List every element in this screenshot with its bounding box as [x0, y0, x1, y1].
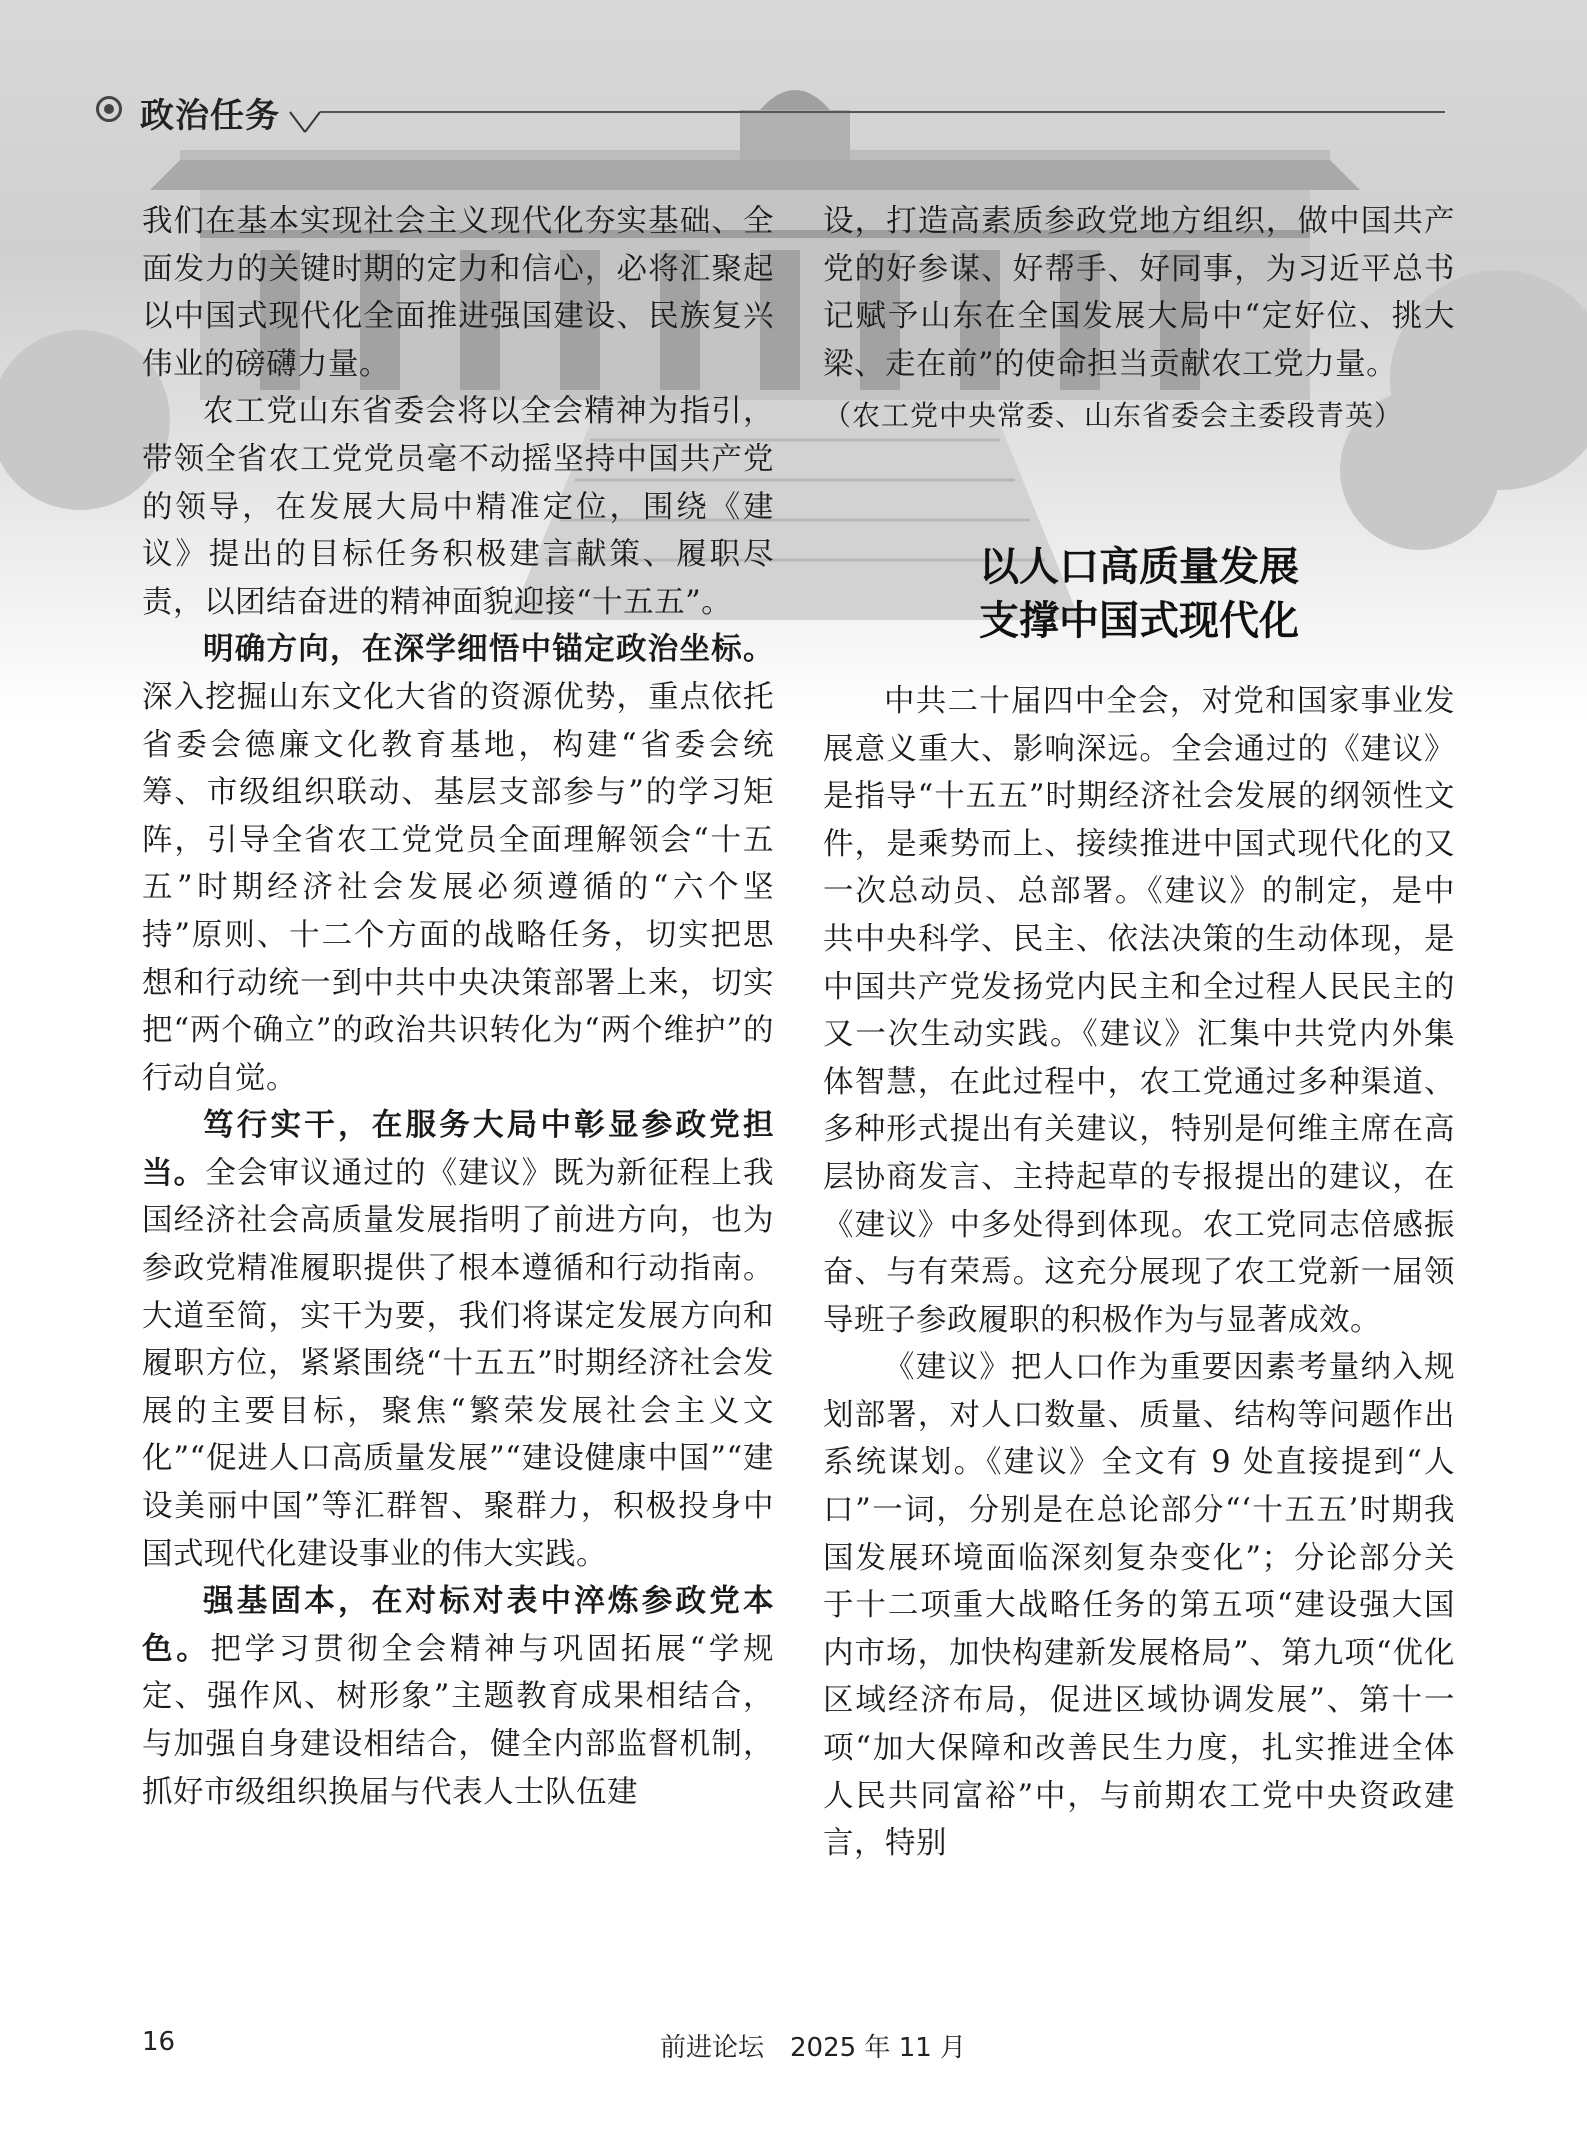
- article-title-line: 支撑中国式现代化: [979, 597, 1299, 644]
- page-footer: [0, 2027, 1587, 2067]
- journal-name: 前进论坛: [660, 2033, 765, 2063]
- paragraph: 我们在基本实现社会主义现代化夯实基础、全面发力的关键时期的定力和信心，必将汇聚起以中国式现代化全面推进强国建设、民族复兴伟业的磅礴力量。: [142, 204, 774, 382]
- right-column: [823, 198, 1455, 1868]
- article-title-line: 以人口高质量发展: [979, 543, 1299, 590]
- bullet-circle-icon: [96, 96, 122, 122]
- paragraph: 《建议》把人口作为重要因素考量纳入规划部署，对人口数量、质量、结构等问题作出系统谋划。《建议》全文有 9 处直接提到“人口”一词，分别是在总论部分“‘十五五’时期我国发展环境面临深刻复杂变化”；分论部分关于十二项重大战略任务的第五项“建设强大国内市场，加快构建新发展格局”、第九项“优化区域经济布局，促进区域协调发展”、第十一项“加大保障和改善民生力度，扎实推进全体人民共同富裕”中，与前期农工党中央资政建言，特别: [823, 1350, 1455, 1862]
- paragraph: 设，打造高素质参政党地方组织，做中国共产党的好参谋、好帮手、好同事，为习近平总书记赋予山东在全国发展大局中“定好位、挑大梁、走在前”的使命担当贡献农工党力量。: [823, 204, 1455, 382]
- paragraph-lead: 强基固本，在对标对表中淬炼参政党本色。: [142, 1583, 774, 1667]
- paragraph-body: 深入挖掘山东文化大省的资源优势，重点依托省委会德廉文化教育基地，构建“省委会统筹、市级组织联动、基层支部参与”的学习矩阵，引导全省农工党党员全面理解领会“十五五”时期经济社会发展必须遵循的“六个坚持”原则、十二个方面的战略任务，切实把思想和行动统一到中共中央决策部署上来，切实把“两个确立”的政治共识转化为“两个维护”的行动自觉。: [142, 679, 774, 1096]
- paragraph-lead: 笃行实干，在服务大局中彰显参政党担当。: [142, 1107, 774, 1191]
- header-rule: [90, 82, 1450, 142]
- paragraph-body: 全会审议通过的《建议》既为新征程上我国经济社会高质量发展指明了前进方向，也为参政党精准履职提供了根本遵循和行动指南。大道至简，实干为要，我们将谋定发展方向和履职方位，紧紧围绕“十五五”时期经济社会发展的主要目标，聚焦“繁荣发展社会主义文化”“促进人口高质量发展”“建设健康中国”“建设美丽中国”等汇群智、聚群力，积极投身中国式现代化建设事业的伟大实践。: [142, 1155, 775, 1572]
- page-header: [90, 82, 1450, 142]
- paragraph-lead: 明确方向，在深学细悟中锚定政治坐标。: [203, 631, 774, 668]
- paragraph: [142, 626, 774, 1102]
- left-column: [142, 198, 774, 1816]
- author-signature: （农工党中央常委、山东省委会主委段青英）: [823, 399, 1404, 433]
- paragraph: [142, 1578, 774, 1816]
- paragraph: 中共二十届四中全会，对党和国家事业发展意义重大、影响深远。全会通过的《建议》是指导“十五五”时期经济社会发展的纲领性文件，是乘势而上、接续推进中国式现代化的又一次总动员、总部署。《建议》的制定，是中共中央科学、民主、依法决策的生动体现，是中国共产党发扬党内民主和全过程人民民主的又一次生动实践。《建议》汇集中共党内外集体智慧，在此过程中，农工党通过多种渠道、多种形式提出有关建议，特别是何维主席在高层协商发言、主持起草的专报提出的建议，在《建议》中多处得到体现。农工党同志倍感振奋、与有荣焉。这充分展现了农工党新一届领导班子参政履职的积极作为与显著成效。: [823, 683, 1455, 1338]
- page-number: 16: [142, 2027, 176, 2057]
- paragraph: [142, 1102, 774, 1578]
- paragraph-body: 把学习贯彻全会精神与巩固拓展“学规定、强作风、树形象”主题教育成果相结合，与加强自身建设相结合，健全内部监督机制，抓好市级组织换届与代表人士队伍建: [142, 1631, 775, 1810]
- section-title: 政治任务: [140, 96, 280, 136]
- article-title: [823, 540, 1455, 648]
- paragraph: 农工党山东省委会将以全会精神为指引，带领全省农工党党员毫不动摇坚持中国共产党的领导，在发展大局中精准定位，围绕《建议》提出的目标任务积极建言献策、履职尽责，以团结奋进的精神面貌迎接“十五五”。: [142, 394, 774, 620]
- issue-date: 2025 年 11 月: [790, 2033, 967, 2063]
